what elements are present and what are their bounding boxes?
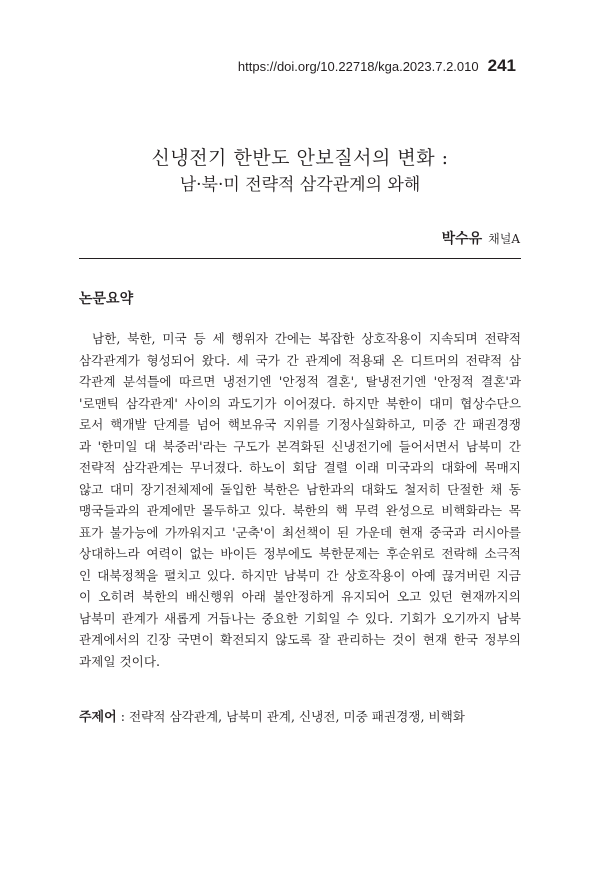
paper-title: 신냉전기 한반도 안보질서의 변화 :: [151, 147, 449, 169]
abstract-line: 상대하느라 여력이 없는 바이든 정부에도 북한문제는 후순위로 전락해 소극적: [79, 546, 521, 561]
abstract-body: [79, 328, 521, 672]
keywords-separator: :: [120, 709, 129, 724]
author-block: [442, 228, 520, 248]
abstract-line: 인 대북정책을 펼치고 있다. 하지만 남북미 간 상호작용이 아예 끊겨버린 지금: [79, 567, 521, 583]
abstract-line: 과제일 것이다.: [79, 653, 160, 669]
page-number: 241: [487, 56, 516, 75]
page-header: [238, 56, 516, 76]
abstract-line: 않고 대미 장기전체제에 돌입한 북한은 남한과의 대화도 철저히 단절한 채 동: [79, 481, 521, 497]
author-affiliation: 채널A: [488, 232, 520, 246]
abstract-line: 로서 핵개발 단계를 넘어 핵보유국 지위를 기정사실화하고, 미중 간 패권경쟁: [79, 417, 521, 432]
abstract-line: 남북미 관계가 새롭게 거듭나는 중요한 기회일 수 있다. 기회가 오기까지 남북: [79, 610, 521, 626]
paper-subtitle: 남·북·미 전략적 삼각관계의 와해: [179, 175, 421, 195]
abstract-line: 각관계 분석틀에 따르면 냉전기엔 '안정적 결혼', 탈냉전기엔 '안정적 결혼'과: [79, 374, 521, 389]
divider: [79, 258, 521, 259]
abstract-line: 관계에서의 긴장 국면이 확전되지 않도록 잘 관리하는 것이 현재 한국 정부의: [79, 632, 521, 647]
abstract-line: 이 오히려 북한의 배신행위 아래 불안정하게 유지되어 오고 있던 현재까지의: [79, 589, 521, 604]
abstract-heading: 논문요약: [79, 291, 134, 307]
keywords-text: 전략적 삼각관계, 남북미 관계, 신냉전, 미중 패권경쟁, 비핵화: [128, 709, 465, 724]
abstract-line: 표가 불가능에 가까워지고 '군축'이 최선책이 된 가운데 현재 중국과 러시아를: [79, 524, 521, 540]
abstract-line: 맹국들과의 관계에만 몰두하고 있다. 북한의 핵 무력 완성으로 비핵화라는 목: [79, 503, 521, 518]
abstract-line: 전략적 삼각관계는 무너졌다. 하노이 회담 결렬 이래 미국과의 대화에 목매지: [79, 460, 521, 475]
keywords-block: [79, 707, 521, 728]
author-name: 박수유: [441, 231, 483, 247]
doi-link[interactable]: https://doi.org/10.22718/kga.2023.7.2.010: [237, 59, 479, 74]
abstract-line: 남한, 북한, 미국 등 세 행위자 간에는 복잡한 상호작용이 지속되며 전략적: [92, 331, 521, 346]
abstract-line: 삼각관계가 형성되어 왔다. 세 국가 간 관계에 적용돼 온 디트머의 전략적 삼: [79, 352, 521, 368]
abstract-line: '로맨틱 삼각관계' 사이의 과도기가 이어졌다. 하지만 북한이 대미 협상수단으: [79, 395, 521, 411]
keywords-label: 주제어: [79, 710, 117, 725]
abstract-line: 과 '한미일 대 북중러'라는 구도가 본격화된 신냉전기에 들어서면서 남북미 간: [79, 438, 521, 454]
